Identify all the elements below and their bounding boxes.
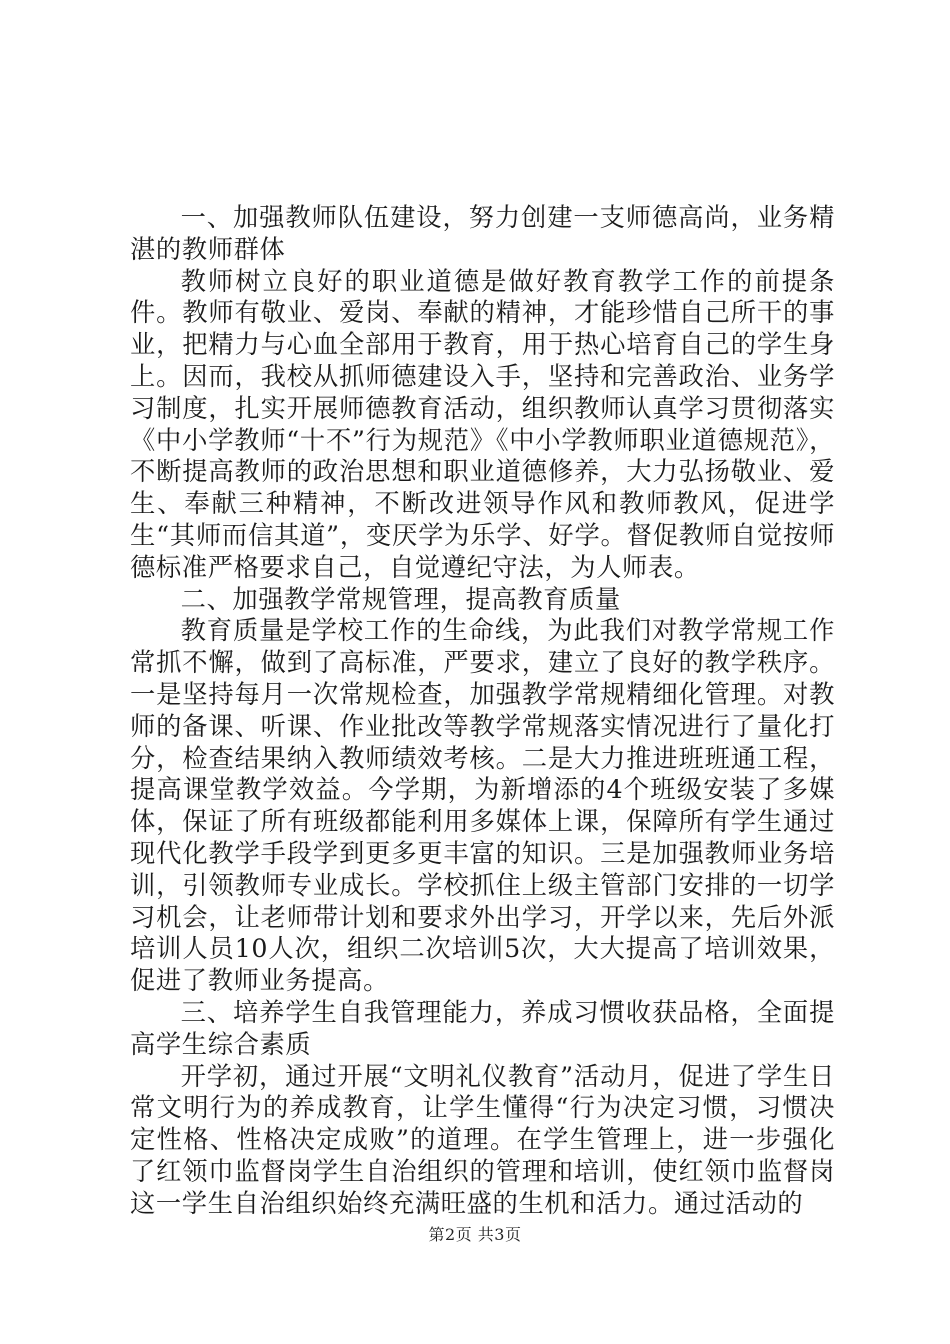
paragraph-teaching-management: 教育质量是学校工作的生命线，为此我们对教学常规工作常抓不懈，做到了高标准，严要求，建立了良好的教学秩序。一是坚持每月一次常规检查，加强教学常规精细化管理。对教师的备课、听课、作业批改等教学常规落实情况进行了量化打分，检查结果纳入教师绩效考核。二是大力推进班班通工程，提高课堂教学效益。今学期，为新增添的4个班级安装了多媒体，保证了所有班级都能利用多媒体上课，保障所有学生通过现代化教学手段学到更多更丰富的知识。三是加强教师业务培训，引领教师专业成长。学校抓住上级主管部门安排的一切学习机会，让老师带计划和要求外出学习，开学以来，先后外派培训人员10人次，组织二次培训5次，大大提高了培训效果，促进了教师业务提高。 xyxy=(130,616,835,996)
heading-section-3: 三、培养学生自我管理能力，养成习惯收获品格，全面提高学生综合素质 xyxy=(130,997,835,1059)
heading-section-2: 二、加强教学常规管理，提高教育质量 xyxy=(180,584,621,614)
paragraph-student-management: 开学初，通过开展“文明礼仪教育”活动月，促进了学生日常文明行为的养成教育，让学生懂得“行为决定习惯，习惯决定性格、性格决定成败”的道理。在学生管理上，进一步强化了红领巾监督岗学生自治组织的管理和培训，使红领巾监督岗这一学生自治组织始终充满旺盛的生机和活力。通过活动的 xyxy=(130,1061,835,1218)
heading-section-1: 一、加强教师队伍建设，努力创建一支师德高尚，业务精湛的教师群体 xyxy=(130,203,835,264)
page-number: 第2页 共3页 xyxy=(428,1225,522,1244)
document-body xyxy=(130,202,835,1220)
paragraph-teacher-ethics: 教师树立良好的职业道德是做好教育教学工作的前提条件。教师有敬业、爱岗、奉献的精神，才能珍惜自己所干的事业，把精力与心血全部用于教育，用于热心培育自己的学生身上。因而，我校从抓师德建设入手，坚持和完善政治、业务学习制度，扎实开展师德教育活动，组织教师认真学习贯彻落实《中小学教师“十不”行为规范》《中小学教师职业道德规范》，不断提高教师的政治思想和职业道德修养，大力弘扬敬业、爱生、奉献三种精神，不断改进领导作风和教师教风，促进学生“其师而信其道”，变厌学为乐学、好学。督促教师自觉按师德标准严格要求自己，自觉遵纪守法，为人师表。 xyxy=(130,266,835,582)
